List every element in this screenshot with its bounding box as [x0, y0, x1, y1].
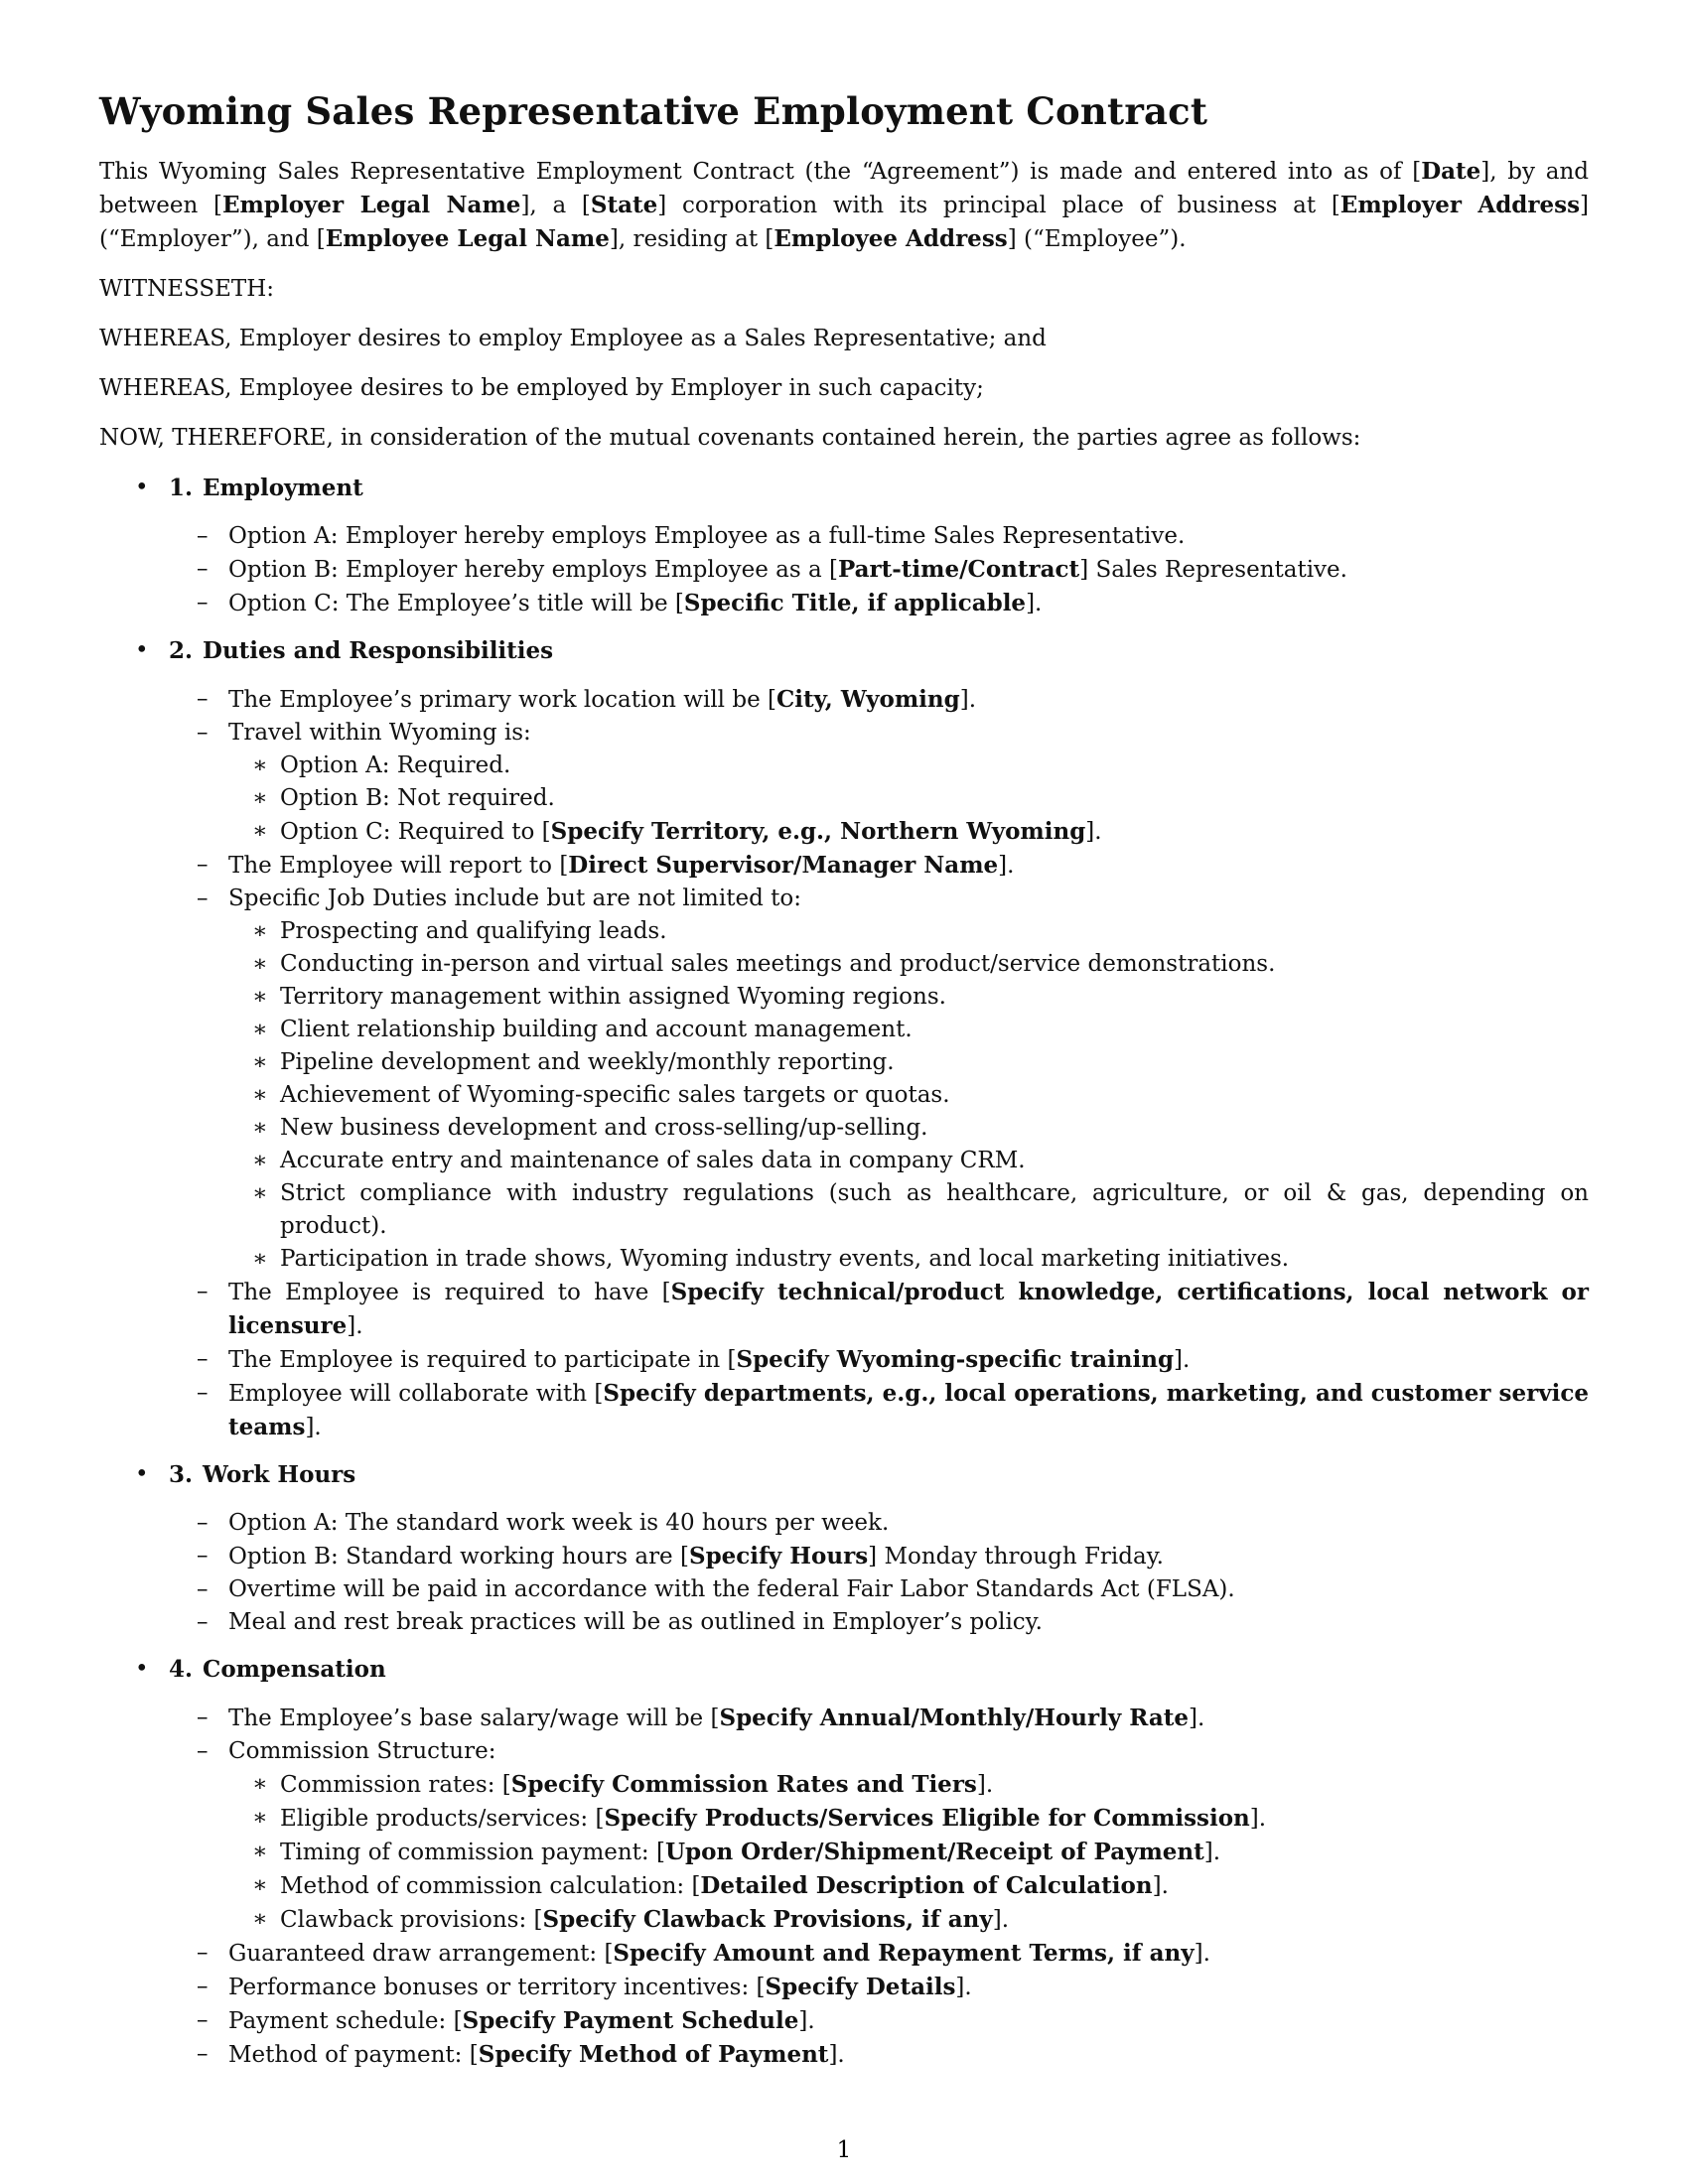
document-page — [99, 87, 1589, 2086]
intro-paragraph: This Wyoming Sales Representative Employment Contract (the “Agreement”) is made and entered into as of [Date], by and between [Employer Legal Name], a [State] corporation with its principal place of business at [Employer Address] (“Employer”), and [Employee Legal Name], residing at [Employee Address] (“Employee”). — [99, 158, 1590, 252]
duty-item: ∗ Conducting in-person and virtual sales meetings and product/service demonstrations. — [252, 951, 1276, 977]
sub-list-item: ∗ Clawback provisions: [Specify Clawback Provisions, if any]. — [252, 1906, 1010, 1933]
sub-list-item: ∗ Option A: Required. — [252, 752, 511, 778]
bullet-icon: • — [135, 1656, 149, 1682]
list-item: – The Employee is required to participate in [Specify Wyoming-specific training]. — [197, 1346, 1191, 1373]
sub-list-item: ∗ Option B: Not required. — [252, 785, 555, 811]
duty-item: ∗ Participation in trade shows, Wyoming industry events, and local marketing initiatives. — [252, 1246, 1290, 1272]
list-item: – Option C: The Employee’s title will be [Specific Title, if applicable]. — [197, 590, 1043, 616]
list-item: – Method of payment: [Specify Method of Payment]. — [197, 2041, 845, 2068]
list-item: – Employee will collaborate with [Specify departments, e.g., local operations, marketing, and customer service teams]. — [197, 1380, 1589, 1440]
duty-item: ∗ Territory management within assigned Wyoming regions. — [252, 984, 946, 1010]
list-item: – The Employee’s base salary/wage will be [Specify Annual/Monthly/Hourly Rate]. — [197, 1705, 1205, 1731]
duty-item: ∗ Client relationship building and account management. — [252, 1017, 913, 1042]
list-item: – Option B: Standard working hours are [Specify Hours] Monday through Friday. — [197, 1543, 1164, 1570]
list-item: – Meal and rest break practices will be as outlined in Employer’s policy. — [197, 1609, 1043, 1635]
list-item: – Option A: Employer hereby employs Employee as a full-time Sales Representative. — [197, 523, 1186, 549]
list-item: – Specific Job Duties include but are not limited to: ∗ Prospecting and qualifying leads. ∗ Conducting in-person and virtual sales meetings and product/service demonstrations. ∗ Territory management within assigned Wyoming regions. ∗ Client relationship building and account management. ∗ Pipeline development and weekly/monthly reporting. ∗ Achievement of Wyoming-specific sales targets or quotas. ∗ New business development and cross-selling/up-selling. ∗ Accurate entry and maintenance of sales data in company CRM. ∗ Strict compliance with industry regulations (such as healthcare, agriculture, or oil & gas, depending on product). ∗ Participation in trade shows, Wyoming industry events, and local marketing initiatives. — [228, 883, 1589, 1276]
whereas-1: WHEREAS, Employer desires to employ Employee as a Sales Representative; and — [99, 326, 1047, 351]
section-employment — [99, 472, 1589, 620]
duty-item: ∗ Achievement of Wyoming-specific sales targets or quotas. — [252, 1082, 950, 1108]
whereas-2: WHEREAS, Employee desires to be employed by Employer in such capacity; — [99, 375, 984, 401]
section-heading: 1. Employment — [169, 475, 363, 501]
page-number: 1 — [836, 2137, 852, 2163]
section-heading: 2. Duties and Responsibilities — [169, 637, 554, 664]
list-item: – Guaranteed draw arrangement: [Specify Amount and Repayment Terms, if any]. — [197, 1940, 1210, 1967]
list-item: – Performance bonuses or territory incentives: [Specify Details]. — [197, 1974, 972, 2000]
document-title: Wyoming Sales Representative Employment Contract — [99, 89, 1208, 133]
sub-list-item: ∗ Method of commission calculation: [Detailed Description of Calculation]. — [252, 1872, 1169, 1899]
list-item: – Commission Structure: ∗ Commission rates: [Specify Commission Rates and Tiers]. ∗ Eligible products/services: [Specify Products/Services Eligible for Commission]. ∗ Timing of commission payment: [Upon Order/Shipment/Receipt of Payment]. ∗ Method of commission calculation: [Detailed Description of Calculation]. ∗ Clawback provisions: [Specify Clawback Provisions, if any]. — [228, 1735, 1589, 1937]
list-item: – Payment schedule: [Specify Payment Schedule]. — [197, 2007, 815, 2034]
list-item: – Travel within Wyoming is: ∗ Option A: Required. ∗ Option B: Not required. ∗ Option C: Required to [Specify Territory, e.g., Northern Wyoming]. — [228, 717, 1589, 849]
duty-item: ∗ Accurate entry and maintenance of sales data in company CRM. — [252, 1148, 1026, 1173]
section-compensation — [99, 1653, 1589, 2072]
section-work-hours — [99, 1458, 1589, 1639]
bullet-icon: • — [135, 475, 149, 500]
witnesseth: WITNESSETH: — [99, 276, 275, 302]
list-item: – Option B: Employer hereby employs Employee as a [Part-time/Contract] Sales Representative. — [197, 556, 1347, 583]
list-item: – Overtime will be paid in accordance with the federal Fair Labor Standards Act (FLSA). — [197, 1576, 1235, 1602]
list-item: – Option A: The standard work week is 40 hours per week. — [197, 1510, 890, 1536]
section-heading: 3. Work Hours — [169, 1461, 356, 1488]
sub-list-item: ∗ Option C: Required to [Specify Territory, e.g., Northern Wyoming]. — [252, 818, 1102, 845]
duty-item: ∗ New business development and cross-selling/up-selling. — [252, 1115, 928, 1141]
list-item: – The Employee will report to [Direct Supervisor/Manager Name]. — [197, 852, 1015, 879]
now-therefore: NOW, THEREFORE, in consideration of the mutual covenants contained herein, the parties agree as follows: — [99, 425, 1361, 451]
sub-list-item: ∗ Eligible products/services: [Specify Products/Services Eligible for Commission]. — [252, 1805, 1267, 1832]
bullet-icon: • — [135, 1461, 149, 1487]
duty-item: ∗ Strict compliance with industry regulations (such as healthcare, agriculture, or oil & gas, depending on product). — [252, 1180, 1589, 1239]
list-item: – The Employee is required to have [Specify technical/product knowledge, certifications, local network or licensure]. — [197, 1279, 1589, 1339]
duty-item: ∗ Pipeline development and weekly/monthly reporting. — [252, 1049, 895, 1075]
section-heading: 4. Compensation — [169, 1656, 386, 1683]
list-item: – The Employee’s primary work location will be [City, Wyoming]. — [197, 686, 977, 713]
sections-list — [99, 472, 1589, 2072]
sub-list-item: ∗ Commission rates: [Specify Commission Rates and Tiers]. — [252, 1771, 994, 1798]
sub-list-item: ∗ Timing of commission payment: [Upon Order/Shipment/Receipt of Payment]. — [252, 1839, 1221, 1865]
section-duties — [99, 634, 1589, 1444]
bullet-icon: • — [135, 637, 149, 663]
duty-item: ∗ Prospecting and qualifying leads. — [252, 918, 667, 944]
